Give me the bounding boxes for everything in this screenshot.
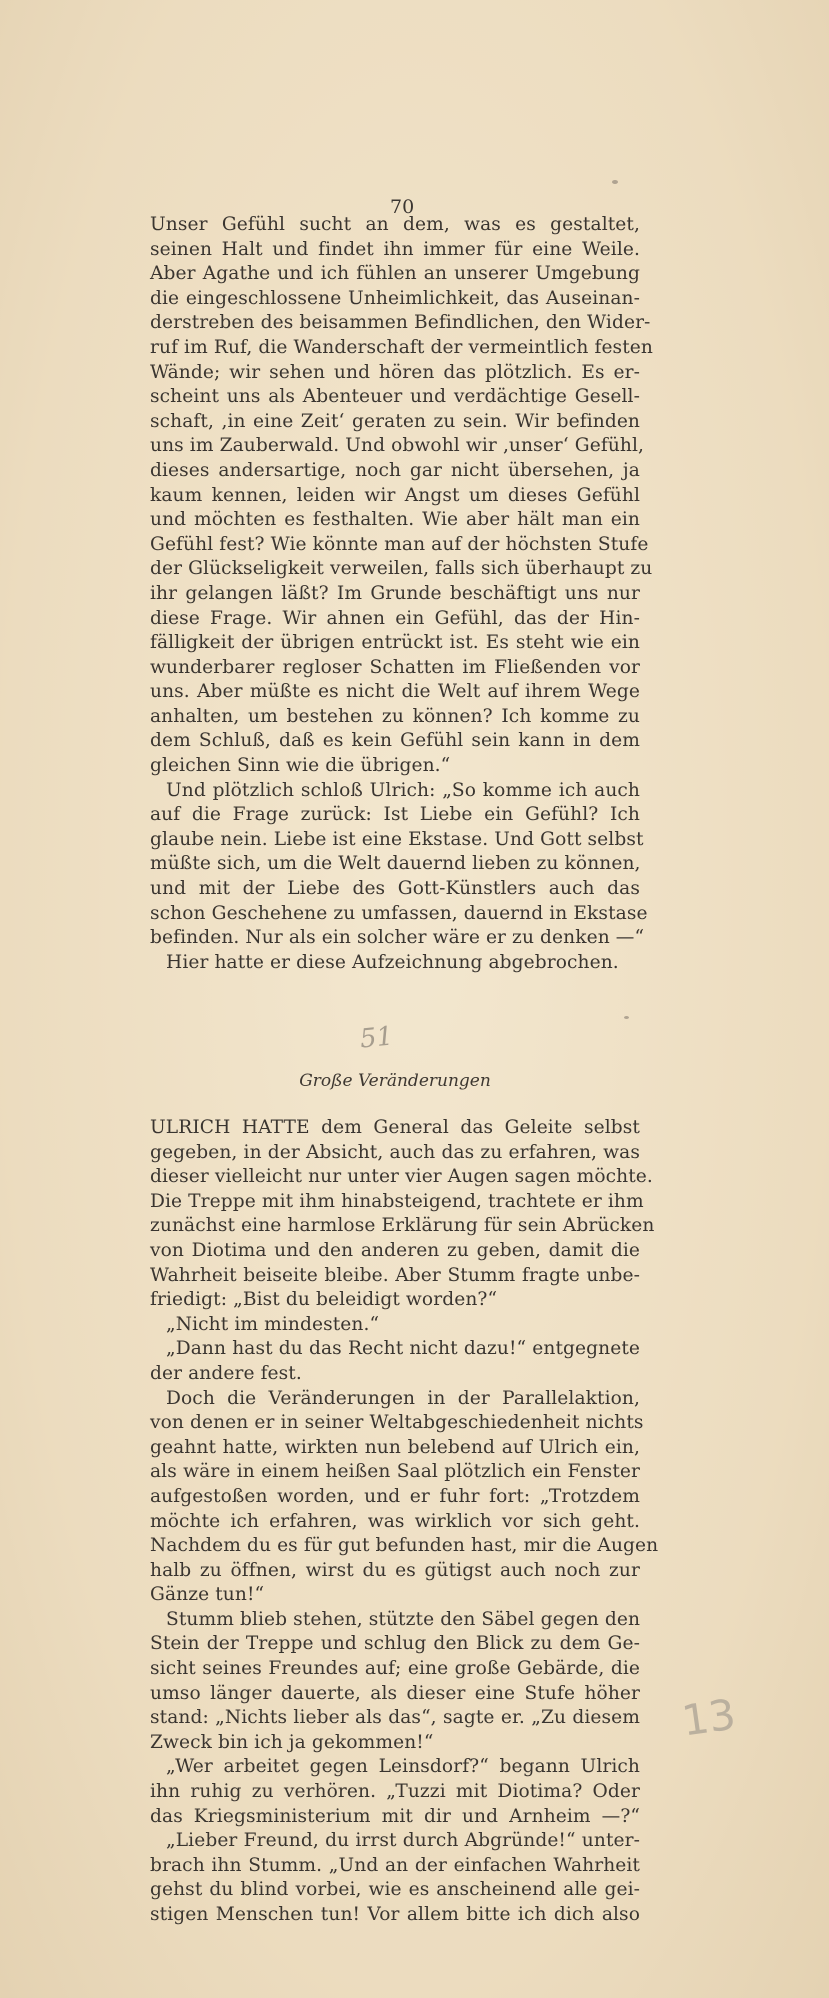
text-line: sicht seines Freundes auf; eine große Gebärde, die [150, 1658, 640, 1680]
pencil-chapter-number: 51 [358, 1021, 395, 1055]
text-line: dem Schluß, daß es kein Gefühl sein kann in dem [150, 730, 640, 752]
text-line: aufgestoßen worden, und er fuhr fort: „Trotzdem [150, 1485, 640, 1507]
text-line: und mit der Liebe des Gott-Künstlers auch das [150, 878, 640, 900]
text-line: diese Frage. Wir ahnen ein Gefühl, das der Hin- [150, 607, 640, 629]
text-line: ihr gelangen läßt? Im Grunde beschäftigt uns nur [150, 582, 640, 604]
text-line: seinen Halt und findet ihn immer für eine Weile. [150, 238, 640, 260]
text-line: die eingeschlossene Unheimlichkeit, das Auseinan- [150, 287, 640, 309]
text-line: möchte ich erfahren, was wirklich vor sich geht. [150, 1510, 640, 1532]
text-line: uns. Aber müßte es nicht die Welt auf ihrem Wege [150, 681, 640, 703]
text-line: „Wer arbeitet gegen Leinsdorf?“ begann Ulrich [166, 1756, 640, 1778]
text-line: „Nicht im mindesten.“ [166, 1313, 380, 1335]
text-line: dieses andersartige, noch gar nicht übersehen, ja [150, 459, 640, 481]
text-line: stand: „Nichts lieber als das“, sagte er. „Zu diesem [150, 1707, 640, 1729]
text-line: Wände; wir sehen und hören das plötzlich. Es er- [150, 361, 640, 383]
text-line: der andere fest. [150, 1362, 302, 1384]
text-line: scheint uns als Abenteuer und verdächtige Gesell- [150, 386, 640, 408]
text-line: halb zu öffnen, wirst du es gütigst auch noch zur [150, 1559, 640, 1581]
chapter-title: Große Veränderungen [299, 1071, 491, 1091]
text-section-continued [150, 213, 653, 975]
text-line: der Glückseligkeit verweilen, falls sich überhaupt zu [150, 558, 653, 580]
text-line: Gänze tun!“ [150, 1584, 265, 1606]
text-line: auf die Frage zurück: Ist Liebe ein Gefühl? Ich [150, 804, 640, 826]
text-line: Nachdem du es für gut befunden hast, mir die Augen [150, 1535, 659, 1557]
page-number: 70 [390, 196, 415, 218]
text-line: brach ihn Stumm. „Und an der einfachen Wahrheit [150, 1854, 640, 1876]
text-line: „Lieber Freund, du irrst durch Abgründe!“ unter- [166, 1830, 640, 1852]
text-line: geahnt hatte, wirkten nun belebend auf Ulrich ein, [150, 1436, 640, 1458]
text-line: ULRICH HATTE dem General das Geleite selbst [150, 1117, 640, 1138]
paper-speck [612, 180, 618, 184]
text-line: zunächst eine harmlose Erklärung für sein Abrücken [150, 1215, 655, 1237]
text-line: anhalten, um bestehen zu können? Ich komme zu [150, 705, 640, 727]
text-line: Gefühl fest? Wie könnte man auf der höchsten Stufe [150, 533, 649, 555]
text-line: umso länger dauerte, als dieser eine Stufe höher [150, 1682, 640, 1704]
text-line: gehst du blind vorbei, wie es anscheinend alle gei- [150, 1879, 640, 1901]
text-line: wunderbarer regloser Schatten im Fließenden vor [150, 656, 640, 678]
text-line: derstreben des beisammen Befindlichen, den Wider- [150, 312, 651, 334]
text-line: glaube nein. Liebe ist eine Ekstase. Und Gott selbst [150, 828, 644, 850]
text-line: friedigt: „Bist du beleidigt worden?“ [150, 1289, 498, 1311]
text-line: von denen er in seiner Weltabgeschiedenheit nichts [150, 1412, 644, 1434]
text-line: Und plötzlich schloß Ulrich: „So komme ich auch [166, 779, 640, 801]
text-section-chapter [150, 1116, 659, 1928]
text-line: und möchten es festhalten. Wie aber hält man ein [150, 509, 640, 531]
paper-speck [624, 1016, 629, 1019]
text-line: kaum kennen, leiden wir Angst um dieses Gefühl [150, 484, 640, 506]
text-line: Stumm blieb stehen, stützte den Säbel gegen den [166, 1608, 641, 1630]
text-line: ruf im Ruf, die Wanderschaft der vermeintlich festen [150, 336, 653, 358]
text-line: befinden. Nur als ein solcher wäre er zu denken —“ [150, 927, 645, 949]
text-line: Zweck bin ich ja gekommen!“ [150, 1731, 434, 1753]
text-line: müßte sich, um die Welt dauernd lieben zu können, [150, 853, 641, 875]
text-line: das Kriegsministerium mit dir und Arnheim —?“ [150, 1805, 640, 1827]
text-line: gleichen Sinn wie die übrigen.“ [150, 755, 451, 777]
text-line: gegeben, in der Absicht, auch das zu erfahren, was [150, 1141, 640, 1163]
text-line: schaft, ‚in eine Zeit‘ geraten zu sein. Wir befinden [150, 410, 640, 432]
text-line: Wahrheit beiseite bleibe. Aber Stumm fragte unbe- [150, 1264, 640, 1286]
text-line: Die Treppe mit ihm hinabsteigend, trachtete er ihm [150, 1190, 644, 1212]
text-line: Unser Gefühl sucht an dem, was es gestaltet, [150, 214, 640, 235]
text-line: von Diotima und den anderen zu geben, damit die [150, 1239, 640, 1261]
text-line: „Dann hast du das Recht nicht dazu!“ entgegnete [166, 1338, 640, 1360]
text-line: dieser vielleicht nur unter vier Augen sagen möchte. [150, 1166, 653, 1188]
text-line: Stein der Treppe und schlug den Blick zu dem Ge- [150, 1633, 640, 1655]
text-line: stigen Menschen tun! Vor allem bitte ich dich also [150, 1904, 640, 1925]
text-line: fälligkeit der übrigen entrückt ist. Es steht wie ein [150, 632, 640, 654]
pencil-margin-mark: 13 [678, 1689, 739, 1746]
text-line: ihn ruhig zu verhören. „Tuzzi mit Diotima? Oder [150, 1781, 640, 1803]
text-line: als wäre in einem heißen Saal plötzlich ein Fenster [150, 1461, 640, 1483]
text-line: Doch die Veränderungen in der Parallelaktion, [166, 1387, 640, 1409]
text-line: Hier hatte er diese Aufzeichnung abgebrochen. [166, 951, 619, 973]
text-line: uns im Zauberwald. Und obwohl wir ‚unser‘ Gefühl, [150, 435, 645, 457]
text-line: Aber Agathe und ich fühlen an unserer Umgebung [150, 263, 640, 285]
text-line: schon Geschehene zu umfassen, dauernd in Ekstase [150, 902, 648, 924]
